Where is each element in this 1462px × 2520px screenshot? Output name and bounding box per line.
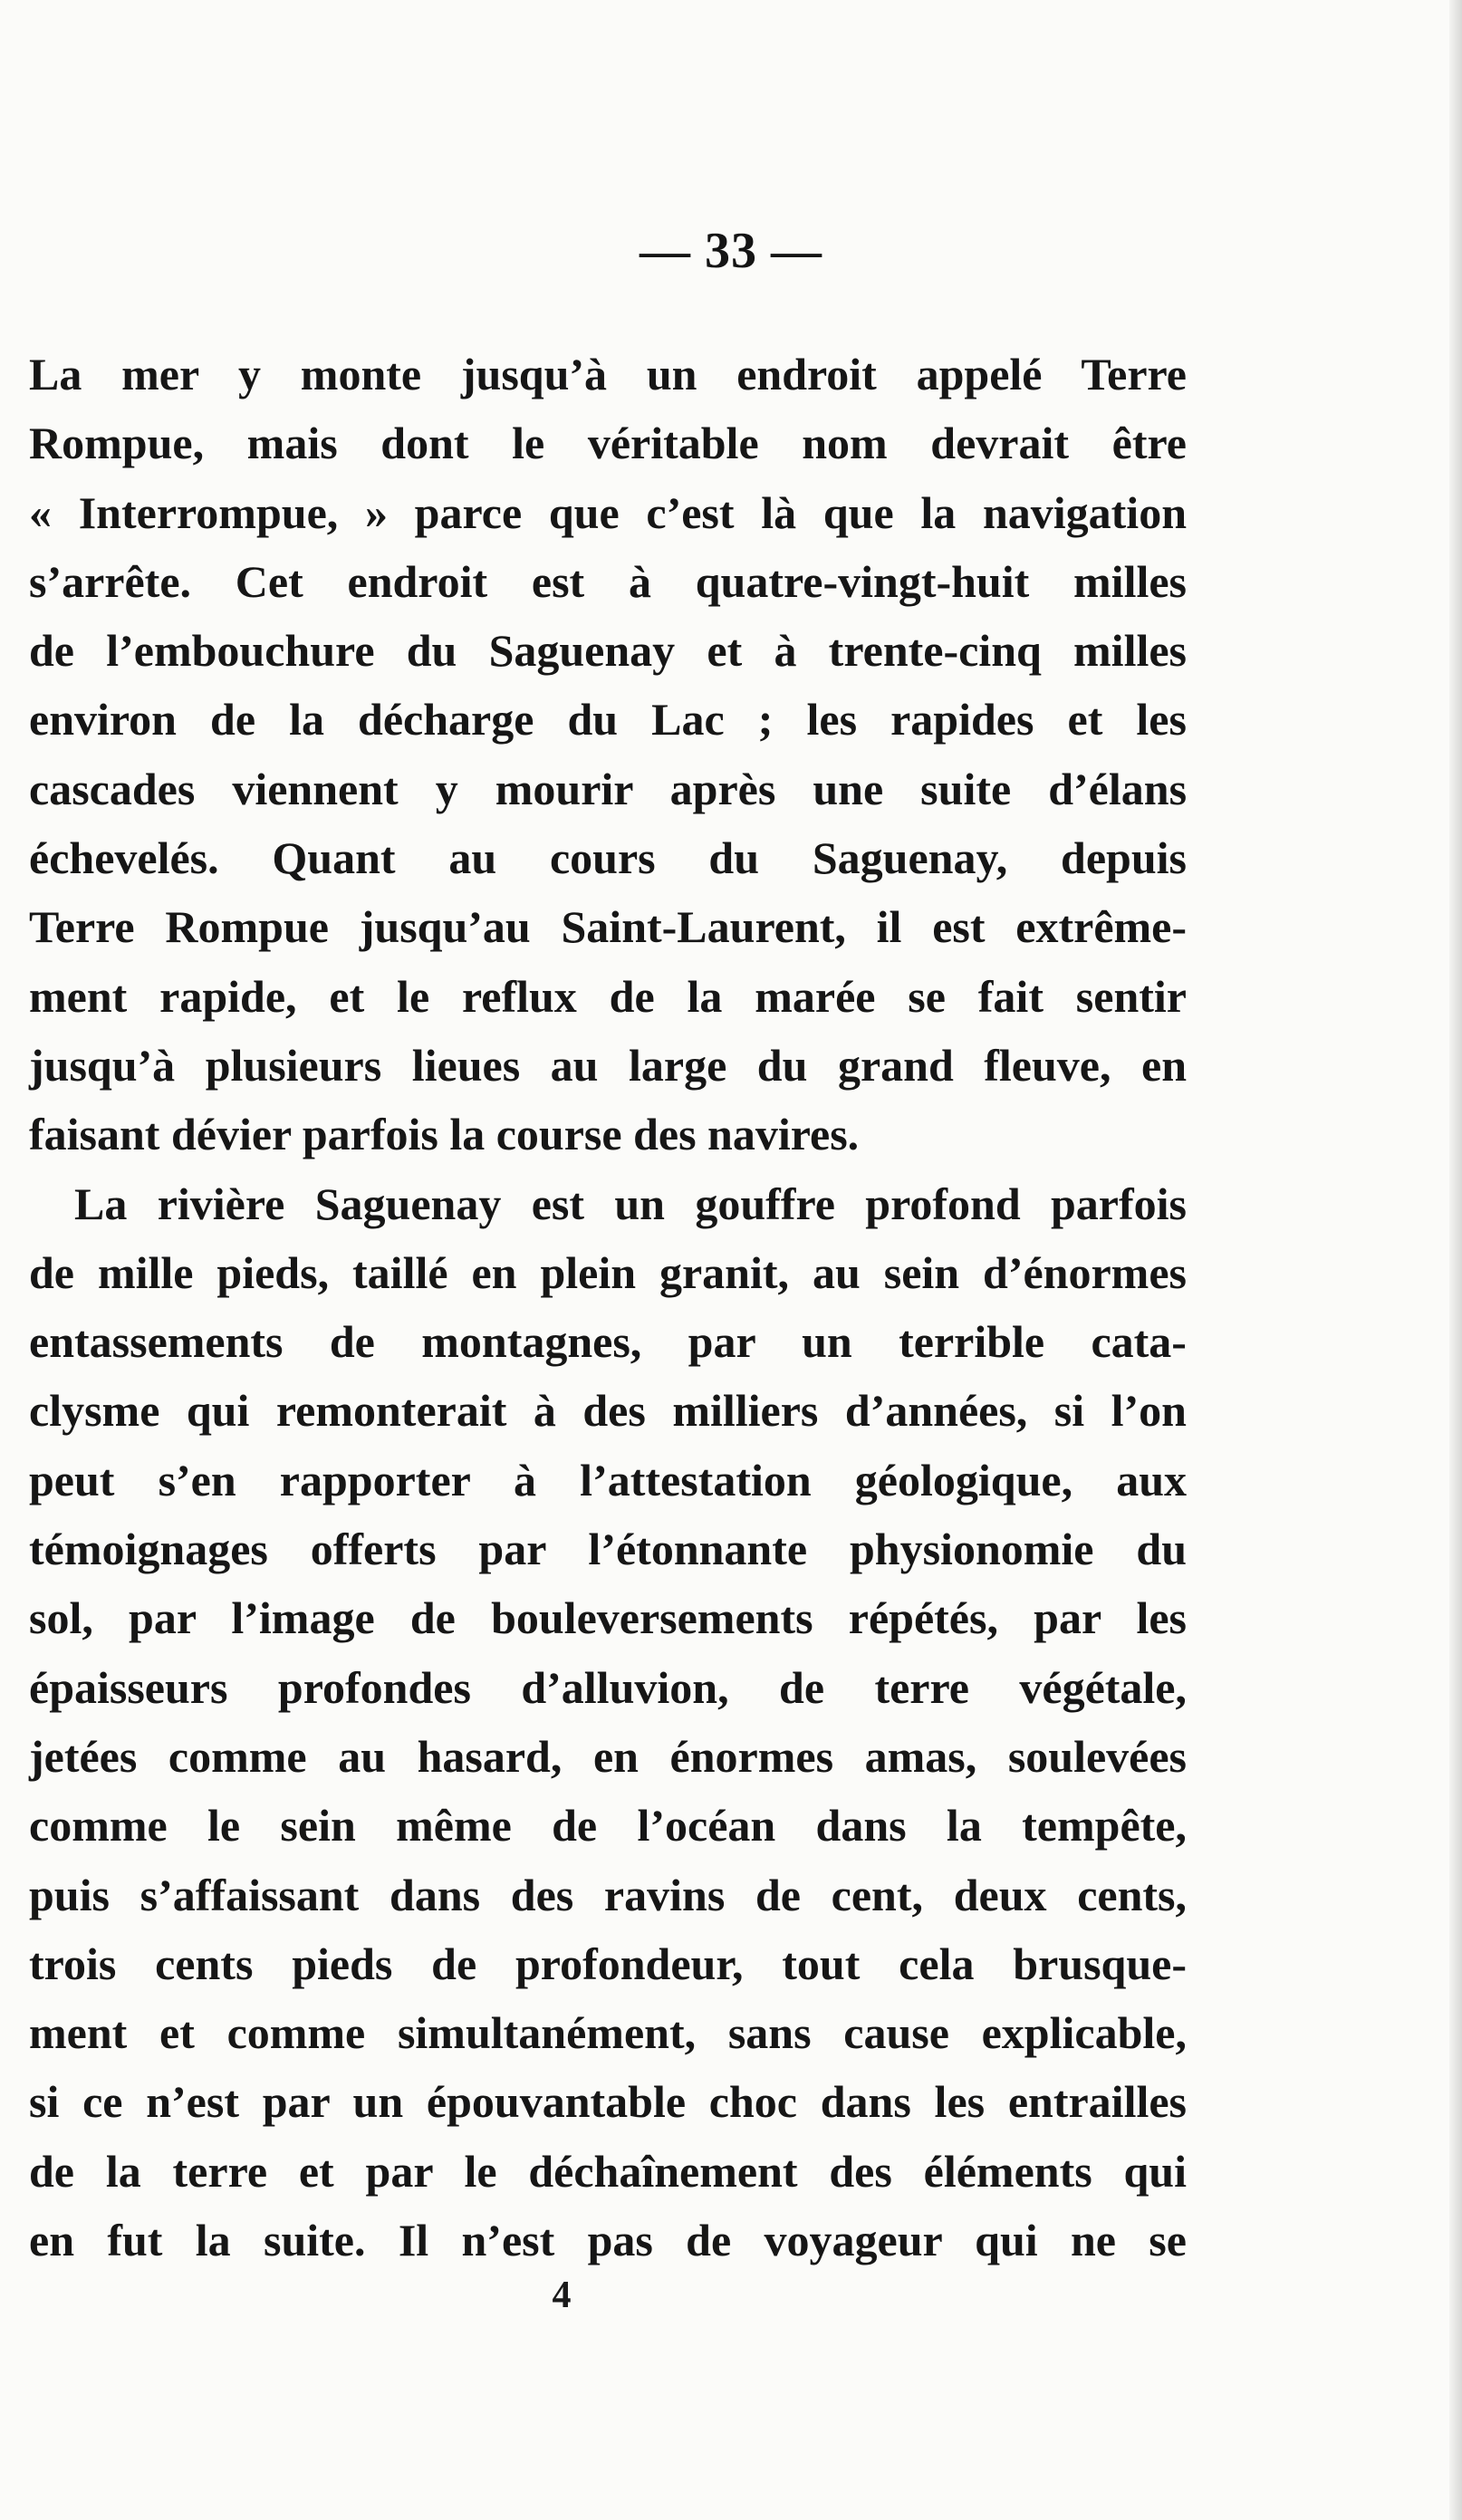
text-line: clysme qui remonterait à des milliers d’années, si l’on <box>29 1385 1187 1437</box>
paragraph-2 <box>29 1169 1187 2275</box>
text-line: La mer y monte jusqu’à un endroit appelé Terre <box>29 349 1187 399</box>
paragraph-1 <box>29 340 1187 1169</box>
text-line: sol, par l’image de bouleversements répétés, par les <box>29 1592 1188 1644</box>
signature-mark: 4 <box>552 2275 572 2316</box>
text-line: de la terre et par le déchaînement des éléments qui <box>29 2145 1188 2197</box>
text-line: comme le sein même de l’océan dans la tempête, <box>29 1800 1187 1852</box>
text-line: peut s’en rapporter à l’attestation géologique, aux <box>29 1454 1188 1505</box>
text-line: jetées comme au hasard, en énormes amas, soulevées <box>29 1730 1188 1782</box>
text-line: échevelés. Quant au cours du Saguenay, depuis <box>29 832 1187 884</box>
text-line: Rompue, mais dont le véritable nom devrait être <box>29 418 1187 469</box>
text-line: en fut la suite. Il n’est pas de voyageur qui ne se <box>29 2215 1187 2266</box>
text-line: trois cents pieds de profondeur, tout cela brusque- <box>29 1938 1187 1989</box>
text-line: jusqu’à plusieurs lieues au large du grand fleuve, en <box>29 1039 1188 1091</box>
text-line: ment rapide, et le reflux de la marée se fait sentir <box>29 970 1188 1022</box>
text-line: « Interrompue, » parce que c’est là que la navigation <box>29 486 1188 538</box>
text-line: ment et comme simultanément, sans cause explicable, <box>29 2007 1187 2059</box>
text-line: puis s’affaissant dans des ravins de cent, deux cents, <box>29 1869 1187 1920</box>
text-line: témoignages offerts par l’étonnante physionomie du <box>29 1524 1188 1575</box>
text-line: La rivière Saguenay est un gouffre profond parfois <box>74 1178 1188 1229</box>
text-line: de l’embouchure du Saguenay et à trente-cinq milles <box>29 625 1188 677</box>
text-line: faisant dévier parfois la course des navires. <box>29 1109 860 1160</box>
text-line: entassements de montagnes, par un terrible cata- <box>29 1316 1187 1368</box>
text-line: si ce n’est par un épouvantable choc dans les entrailles <box>29 2076 1187 2128</box>
text-line: de mille pieds, taillé en plein granit, au sein d’énormes <box>29 1246 1187 1298</box>
body-text <box>29 340 1187 2275</box>
text-line: environ de la décharge du Lac ; les rapides et les <box>29 694 1187 745</box>
page-edge <box>1449 0 1462 2520</box>
page-number: — 33 — <box>640 223 822 279</box>
text-line: cascades viennent y mourir après une suite d’élans <box>29 763 1188 814</box>
text-line: épaisseurs profondes d’alluvion, de terre végétale, <box>29 1661 1188 1713</box>
text-line: Terre Rompue jusqu’au Saint-Laurent, il est extrême- <box>29 901 1188 953</box>
text-line: s’arrête. Cet endroit est à quatre-vingt-huit milles <box>29 555 1188 607</box>
